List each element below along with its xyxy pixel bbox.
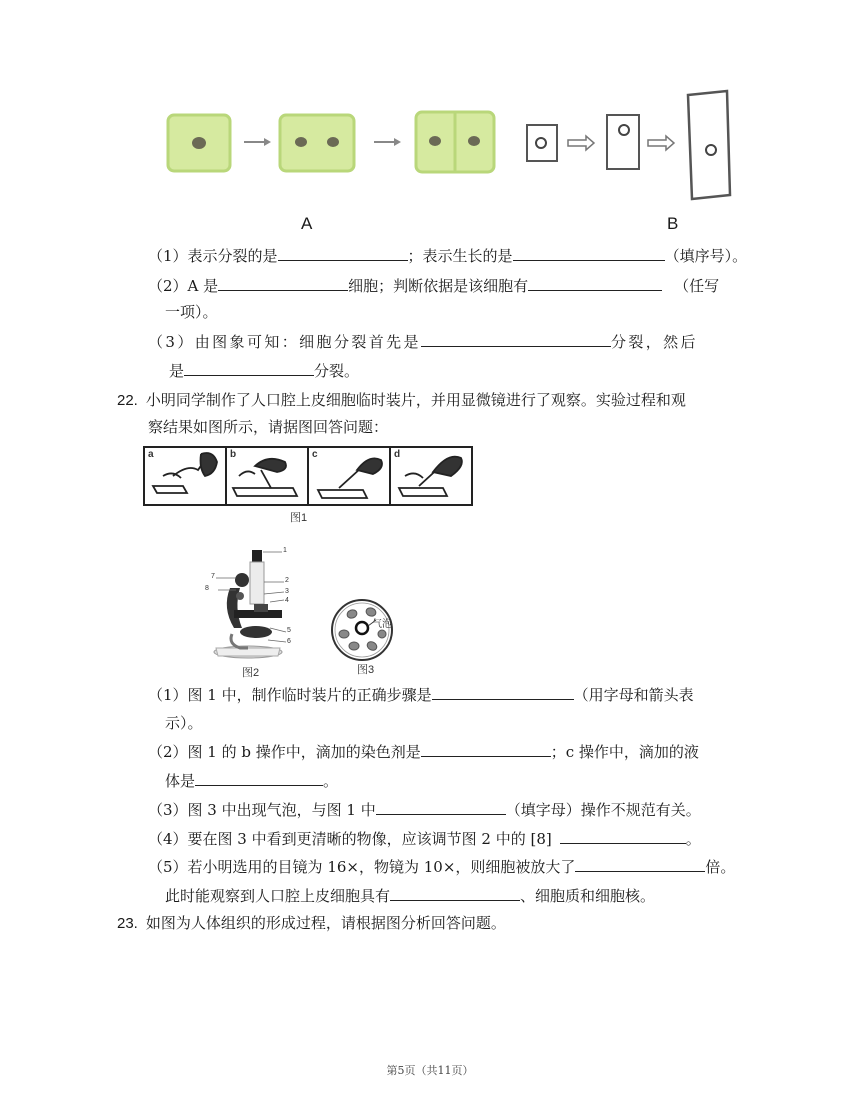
q22-part3: （3）图 3 中出现气泡，与图 1 中 （填字母）操作不规范有关。 xyxy=(148,801,701,819)
microscope-label-4: 4 xyxy=(285,597,289,604)
cell-b2 xyxy=(607,115,639,169)
figure-label-b: B xyxy=(667,214,679,233)
cell-b1 xyxy=(527,125,557,161)
q22-stem-line1: 22. 小明同学制作了人口腔上皮细胞临时装片，并用显微镜进行了观察。实验过程和观 xyxy=(117,391,686,409)
microscope-label-7: 7 xyxy=(211,573,215,580)
question-number: 23. xyxy=(117,915,138,932)
microscope-label-3: 3 xyxy=(285,588,289,595)
microscope-label-6: 6 xyxy=(287,638,291,645)
cell-a3 xyxy=(416,112,494,172)
figure-label-a: A xyxy=(301,214,313,233)
q22-part4: （4）要在图 3 中看到更清晰的物像，应该调节图 2 中的 [8] 。 xyxy=(148,830,701,848)
answer-blank[interactable] xyxy=(575,856,705,872)
answer-blank[interactable] xyxy=(278,245,408,261)
cell-a2 xyxy=(280,115,354,171)
panel-label-a: a xyxy=(148,449,154,460)
cell-a1 xyxy=(168,115,230,171)
microscope-label-8: 8 xyxy=(205,585,209,592)
answer-blank[interactable] xyxy=(560,828,686,844)
answer-blank[interactable] xyxy=(390,885,520,901)
q21-part2-cont: 一项）。 xyxy=(165,303,218,321)
answer-blank[interactable] xyxy=(421,331,611,347)
figure-1-caption: 图1 xyxy=(290,512,308,524)
question-number: 22. xyxy=(117,392,138,409)
q22-part2: （2）图 1 的 b 操作中，滴加的染色剂是 ；c 操作中，滴加的液 xyxy=(148,743,699,761)
q22-part2-cont: 体是 。 xyxy=(165,772,339,790)
answer-blank[interactable] xyxy=(432,684,574,700)
q22-stem-line2: 察结果如图所示，请据图回答问题： xyxy=(148,418,389,436)
bubble-label: 气泡 xyxy=(372,619,392,630)
q22-part5-cont: 此时能观察到人口腔上皮细胞具有 、细胞质和细胞核。 xyxy=(165,887,656,905)
figure-2-microscope xyxy=(208,548,298,662)
q23-stem: 23. 如图为人体组织的形成过程，请根据图分析回答问题。 xyxy=(117,914,506,932)
figure-1-procedure xyxy=(143,446,473,506)
figure-3-field-of-view xyxy=(324,598,404,662)
page-footer: 第5页（共11页） xyxy=(386,1064,474,1077)
q21-part1: （1）表示分裂的是 ；表示生长的是 （填序号）。 xyxy=(148,247,748,265)
answer-blank[interactable] xyxy=(421,741,551,757)
figure-2-caption: 图2 xyxy=(242,667,260,679)
arrow-a1 xyxy=(244,138,271,146)
q21-part3: （3）由图象可知：细胞分裂首先是 分裂，然后 xyxy=(148,333,698,351)
arrow-b1 xyxy=(568,136,594,150)
cell-b3 xyxy=(688,91,730,199)
figure-3-caption: 图3 xyxy=(357,664,375,676)
q22-part1-cont: 示）。 xyxy=(165,714,203,732)
microscope-label-1: 1 xyxy=(283,547,287,554)
answer-blank[interactable] xyxy=(513,245,665,261)
q21-part3-cont: 是 分裂。 xyxy=(169,362,360,380)
arrow-a2 xyxy=(374,138,401,146)
q22-part5: （5）若小明选用的目镜为 16×，物镜为 10×，则细胞被放大了 倍。 xyxy=(148,858,736,876)
panel-label-d: d xyxy=(394,449,401,460)
answer-blank[interactable] xyxy=(376,799,506,815)
q22-part1: （1）图 1 中，制作临时装片的正确步骤是 （用字母和箭头表 xyxy=(148,686,694,704)
answer-blank[interactable] xyxy=(184,360,314,376)
answer-blank[interactable] xyxy=(218,275,348,291)
panel-label-c: c xyxy=(312,449,318,460)
microscope-label-5: 5 xyxy=(287,627,291,634)
answer-blank[interactable] xyxy=(195,770,323,786)
panel-label-b: b xyxy=(230,449,237,460)
arrow-b2 xyxy=(648,136,674,150)
q21-part2: （2）A 是 细胞；判断依据是该细胞有 （任写 xyxy=(148,277,720,295)
cell-division-growth-figure xyxy=(150,85,750,240)
answer-blank[interactable] xyxy=(528,275,662,291)
microscope-label-2: 2 xyxy=(285,577,289,584)
